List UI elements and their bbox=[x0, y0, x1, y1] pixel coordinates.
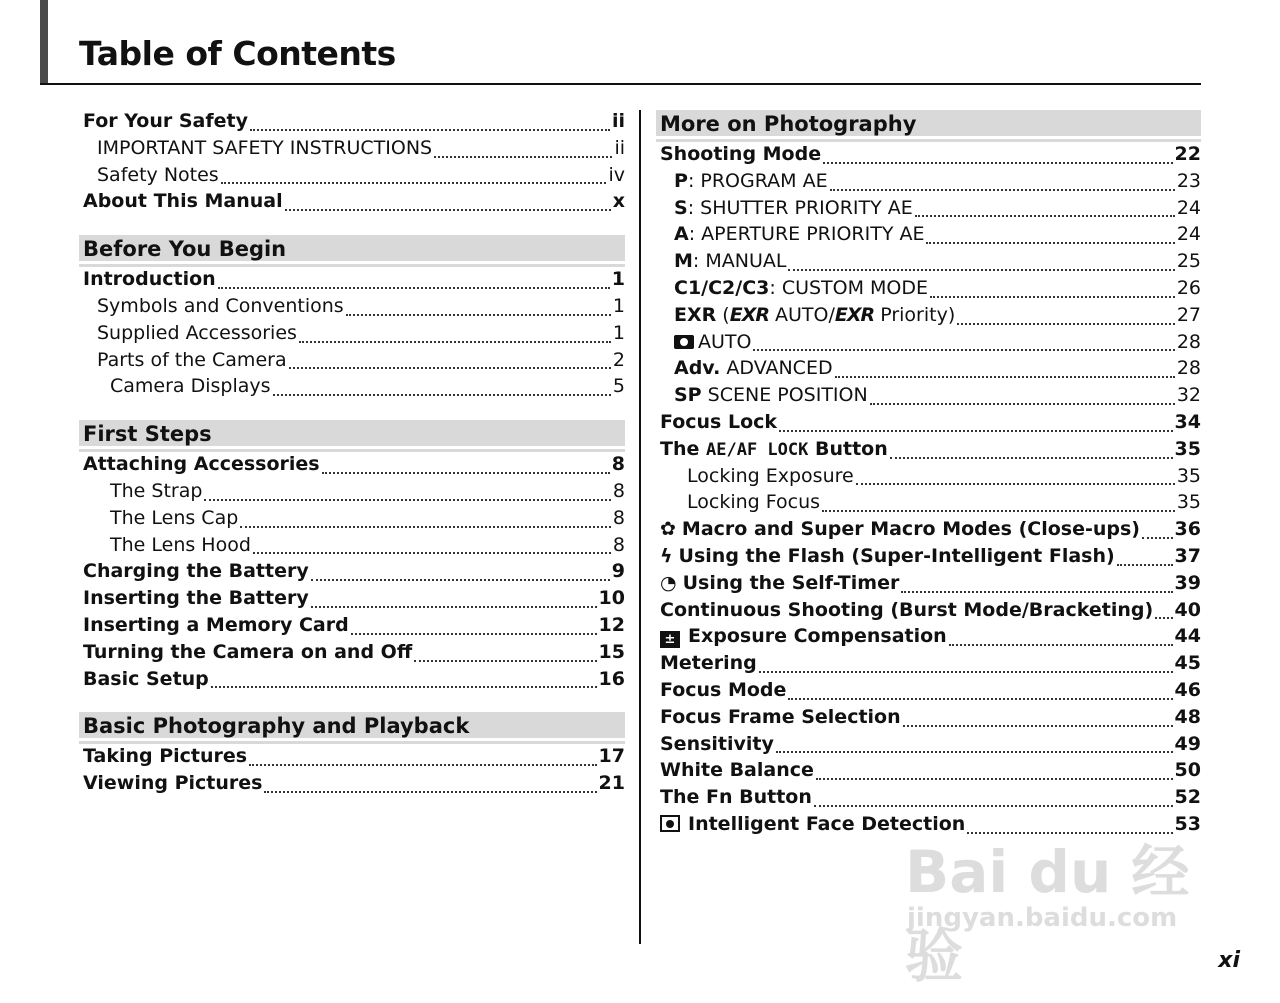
toc-entry[interactable]: Taking Pictures 17 bbox=[83, 745, 625, 768]
toc-entry[interactable]: P: PROGRAM AE 23 bbox=[674, 169, 1201, 192]
toc-entry[interactable]: Inserting the Battery 10 bbox=[83, 587, 625, 610]
page-ref: 23 bbox=[1176, 169, 1201, 192]
page-ref: 28 bbox=[1176, 330, 1201, 353]
baidu-watermark: Bai du 经验 jingyan.baidu.com bbox=[905, 838, 1190, 990]
section-heading: Basic Photography and Playback bbox=[79, 712, 625, 741]
exr-icon: EXR bbox=[729, 303, 769, 326]
page-ref: 35 bbox=[1176, 464, 1201, 487]
toc-entry[interactable]: Focus Mode 46 bbox=[660, 678, 1201, 701]
toc-entry[interactable]: The Strap 8 bbox=[110, 479, 625, 502]
page-ref: 9 bbox=[611, 560, 625, 583]
page-ref: 2 bbox=[612, 348, 625, 371]
exposure-compensation-icon: ± bbox=[660, 631, 680, 648]
toc-entry[interactable]: Basic Setup 16 bbox=[83, 667, 625, 690]
page-ref: 8 bbox=[611, 453, 625, 476]
toc-entry[interactable]: For Your Safety ii bbox=[83, 110, 625, 132]
page-ref: 17 bbox=[598, 745, 625, 768]
toc-entry[interactable]: EXR (EXR AUTO/EXR Priority) 27 bbox=[674, 303, 1201, 326]
toc-entry[interactable]: Camera Displays 5 bbox=[110, 375, 625, 398]
toc-entry[interactable]: ϟ Using the Flash (Super-Intelligent Flash) 37 bbox=[660, 544, 1201, 567]
page-ref: 45 bbox=[1174, 652, 1201, 675]
toc-entry[interactable]: SP SCENE POSITION 32 bbox=[674, 384, 1201, 407]
toc-entry[interactable]: About This Manual x bbox=[83, 190, 625, 213]
column-divider bbox=[639, 110, 641, 944]
exr-icon: EXR bbox=[834, 303, 875, 326]
toc-entry[interactable]: Metering 45 bbox=[660, 652, 1201, 675]
page-ref: 37 bbox=[1174, 544, 1201, 567]
page-ref: ii bbox=[614, 136, 625, 159]
section-heading: Before You Begin bbox=[79, 235, 625, 264]
page-ref: 24 bbox=[1176, 196, 1201, 219]
page-ref: 21 bbox=[598, 772, 625, 795]
toc-entry[interactable]: Symbols and Conventions 1 bbox=[97, 294, 625, 317]
toc-entry[interactable]: Turning the Camera on and Off 15 bbox=[83, 640, 625, 663]
page-ref: 28 bbox=[1176, 357, 1201, 380]
toc-entry[interactable]: Viewing Pictures 21 bbox=[83, 772, 625, 795]
toc-entry[interactable]: ✿ Macro and Super Macro Modes (Close-ups) 36 bbox=[660, 518, 1201, 541]
toc-entry[interactable]: A: APERTURE PRIORITY AE 24 bbox=[674, 223, 1201, 246]
toc-left-column bbox=[83, 110, 625, 799]
section-heading: First Steps bbox=[79, 420, 625, 449]
page-ref: 26 bbox=[1176, 276, 1201, 299]
toc-entry[interactable]: Attaching Accessories 8 bbox=[83, 453, 625, 476]
toc-entry[interactable]: Adv. ADVANCED 28 bbox=[674, 357, 1201, 380]
toc-entry[interactable]: AUTO 28 bbox=[660, 331, 1201, 358]
toc-entry[interactable]: ◔ Using the Self-Timer 39 bbox=[660, 571, 1201, 594]
toc-entry[interactable]: IMPORTANT SAFETY INSTRUCTIONS ii bbox=[97, 136, 625, 159]
toc-entry[interactable]: Charging the Battery 9 bbox=[83, 560, 625, 583]
face-detection-icon bbox=[660, 815, 680, 832]
toc-entry[interactable]: C1/C2/C3: CUSTOM MODE 26 bbox=[674, 276, 1201, 299]
page-ref: x bbox=[612, 190, 625, 213]
page-ref: 48 bbox=[1174, 705, 1201, 728]
toc-entry[interactable]: M: MANUAL 25 bbox=[674, 250, 1201, 273]
page-ref: 36 bbox=[1174, 518, 1201, 541]
toc-entry[interactable]: Locking Focus 35 bbox=[687, 491, 1201, 514]
page-number: xi bbox=[1218, 948, 1240, 973]
page-ref: 10 bbox=[598, 587, 625, 610]
toc-entry[interactable]: The Fn Button 52 bbox=[660, 786, 1201, 809]
section-heading: More on Photography bbox=[656, 110, 1201, 139]
toc-entry[interactable]: Sensitivity 49 bbox=[660, 732, 1201, 755]
page-ref: 44 bbox=[1174, 625, 1201, 648]
page-ref: 34 bbox=[1174, 410, 1201, 433]
macro-flower-icon: ✿ bbox=[660, 518, 676, 541]
toc-entry[interactable]: Supplied Accessories 1 bbox=[97, 321, 625, 344]
toc-entry[interactable]: The Lens Hood 8 bbox=[110, 533, 625, 556]
self-timer-icon: ◔ bbox=[660, 571, 677, 594]
page-ref: 1 bbox=[611, 268, 625, 291]
page-ref: 24 bbox=[1176, 223, 1201, 246]
page-ref: ii bbox=[611, 110, 625, 132]
page-ref: iv bbox=[608, 163, 625, 186]
page-ref: 5 bbox=[612, 375, 625, 398]
page-ref: 50 bbox=[1174, 759, 1201, 782]
toc-entry[interactable]: The Lens Cap 8 bbox=[110, 506, 625, 529]
flash-icon: ϟ bbox=[660, 544, 673, 567]
page-ref: 1 bbox=[612, 294, 625, 317]
page-ref: 15 bbox=[598, 640, 625, 663]
toc-entry[interactable]: Inserting a Memory Card 12 bbox=[83, 613, 625, 636]
toc-entry[interactable]: Continuous Shooting (Burst Mode/Bracketing) 40 bbox=[660, 598, 1201, 621]
page-title: Table of Contents bbox=[79, 34, 396, 73]
page-ref: 35 bbox=[1174, 437, 1201, 460]
toc-entry[interactable]: The AE/AF LOCK Button 35 bbox=[660, 437, 1201, 460]
page-ref: 52 bbox=[1174, 786, 1201, 809]
page-ref: 8 bbox=[612, 479, 625, 502]
page-ref: 22 bbox=[1174, 143, 1201, 165]
ae-af-lock-key: AE/AF LOCK bbox=[706, 439, 809, 460]
page-ref: 53 bbox=[1174, 812, 1201, 835]
toc-entry[interactable]: Introduction 1 bbox=[83, 268, 625, 291]
page-ref: 49 bbox=[1174, 732, 1201, 755]
toc-entry[interactable]: Parts of the Camera 2 bbox=[97, 348, 625, 371]
page-ref: 46 bbox=[1174, 678, 1201, 701]
page-ref: 12 bbox=[598, 613, 625, 636]
toc-entry[interactable]: Locking Exposure 35 bbox=[687, 464, 1201, 487]
page-ref: 27 bbox=[1176, 303, 1201, 326]
toc-right-column bbox=[660, 110, 1201, 840]
page-ref: 25 bbox=[1176, 250, 1201, 273]
page-ref: 8 bbox=[612, 533, 625, 556]
page-ref: 40 bbox=[1174, 598, 1201, 621]
toc-entry[interactable]: ± Exposure Compensation 44 bbox=[660, 625, 1201, 652]
page-ref: 32 bbox=[1176, 384, 1201, 407]
page-ref: 39 bbox=[1174, 571, 1201, 594]
toc-entry[interactable]: Intelligent Face Detection 53 bbox=[660, 813, 1201, 840]
page-ref: 35 bbox=[1176, 491, 1201, 514]
toc-entry[interactable]: White Balance 50 bbox=[660, 759, 1201, 782]
header-accent-bar bbox=[40, 0, 48, 84]
camera-icon bbox=[674, 335, 694, 349]
toc-entry[interactable]: Focus Lock 34 bbox=[660, 410, 1201, 433]
title-rule bbox=[40, 83, 1201, 85]
page-ref: 1 bbox=[612, 321, 625, 344]
toc-entry[interactable]: Safety Notes iv bbox=[97, 163, 625, 186]
toc-entry[interactable]: Focus Frame Selection 48 bbox=[660, 705, 1201, 728]
page-ref: 16 bbox=[598, 667, 625, 690]
toc-entry[interactable]: S: SHUTTER PRIORITY AE 24 bbox=[674, 196, 1201, 219]
page-ref: 8 bbox=[612, 506, 625, 529]
toc-entry[interactable]: Shooting Mode 22 bbox=[660, 143, 1201, 165]
